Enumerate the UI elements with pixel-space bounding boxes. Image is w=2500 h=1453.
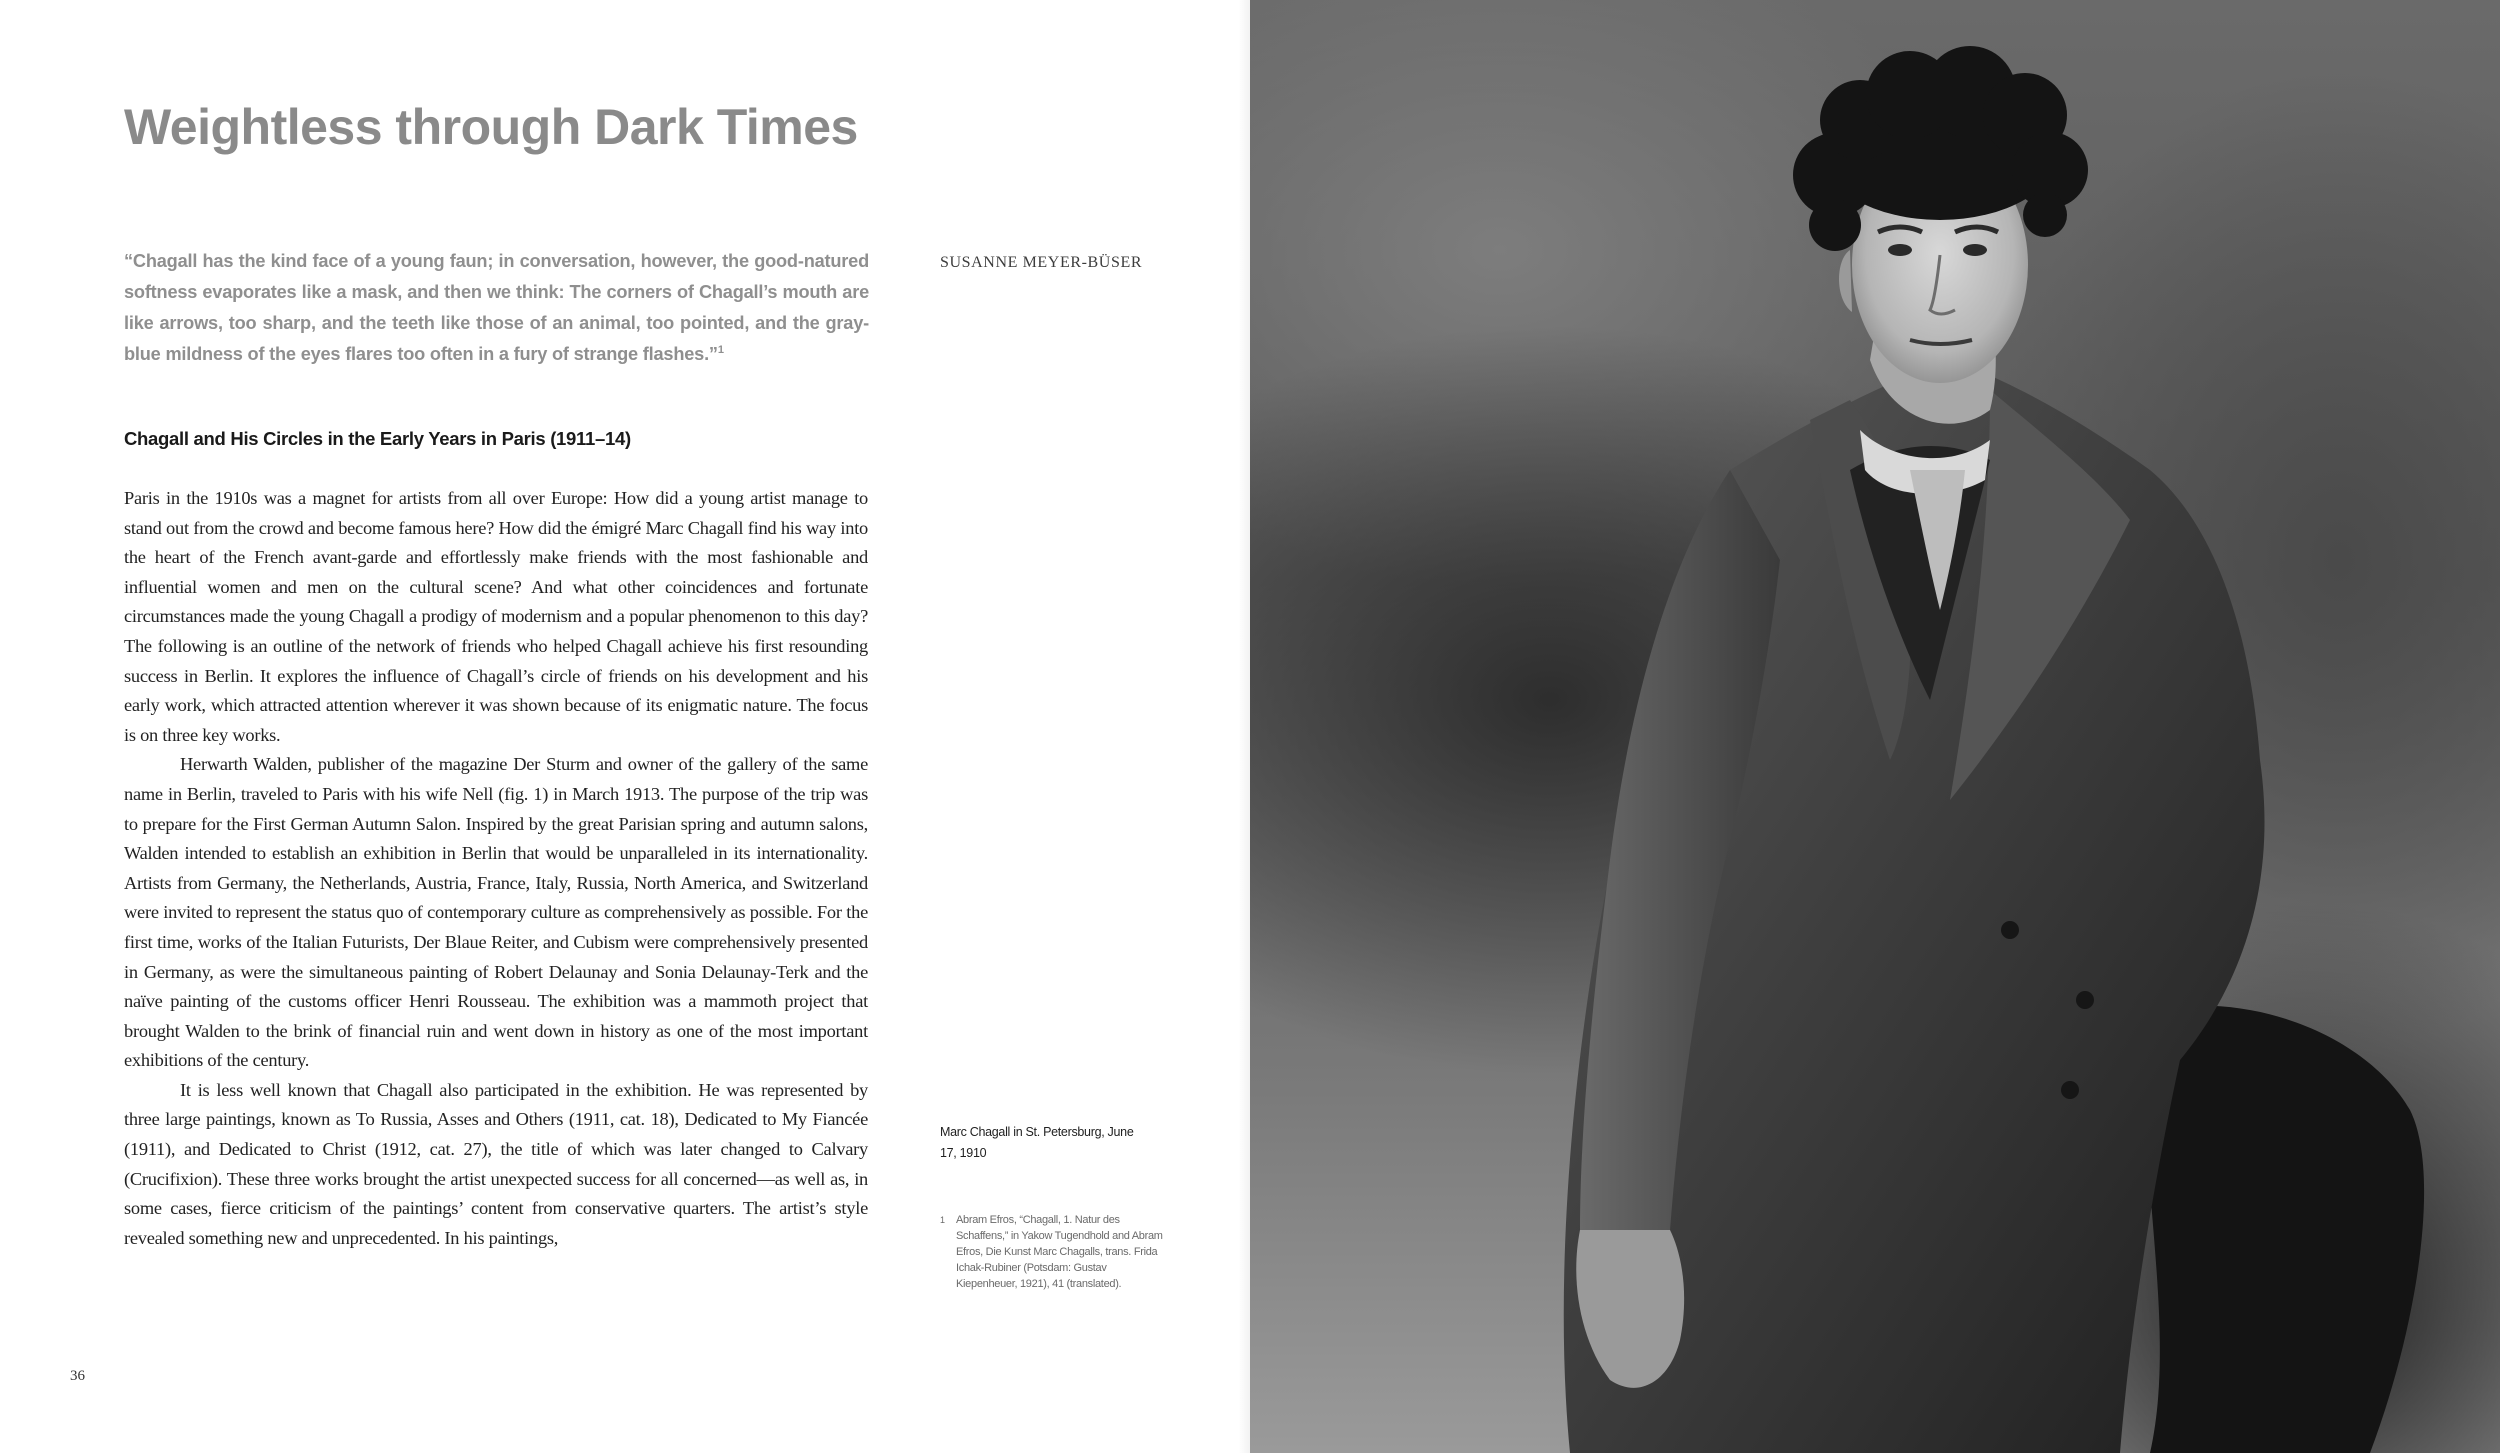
body-text: [124, 484, 868, 1253]
section-heading: Chagall and His Circles in the Early Years in Paris (1911–14): [124, 428, 631, 449]
footnote: [940, 1212, 1165, 1292]
author-name: SUSANNE MEYER-BÜSER: [940, 254, 1143, 271]
body-paragraph-1: Paris in the 1910s was a magnet for artists from all over Europe: How did a young artist manage to stand out from the crowd and become famous here? How did the émigré Marc Chagall find his way into the heart of the French avant-garde and effortlessly make friends with the most fashionable and influential women and men on the cultural scene? And what other coincidences and fortunate circumstances made the young Chagall a prodigy of modernism and a popular phenomenon to this day? The following is an outline of the network of friends who helped Chagall achieve his first resounding success in Berlin. It explores the influence of Chagall’s circle of friends on his development and his early work, which attracted attention wherever it was shown because of its enigmatic nature. The focus is on three key works.: [124, 488, 868, 745]
coat-button-2: [2076, 991, 2094, 1009]
footnote-number: 1: [940, 1215, 945, 1225]
portrait-illustration: [1250, 0, 2500, 1453]
coat-button-1: [2001, 921, 2019, 939]
page-title: Weightless through Dark Times: [124, 99, 858, 155]
footnote-text: Abram Efros, “Chagall, 1. Natur des Schaffens,” in Yakow Tugendhold and Abram Efros, Die Kunst Marc Chagalls, trans. Frida Ichak-Rubiner (Potsdam: Gustav Kiepenheuer, 1921), 41 (translated).: [956, 1214, 1163, 1290]
epigraph-text: “Chagall has the kind face of a young faun; in conversation, however, the good-natured softness evaporates like a mask, and then we think: The corners of Chagall’s mouth are like arrows, too sharp, and the teeth like those of an animal, too pointed, and the gray-blue mildness of the eyes flares too often in a fury of strange flashes.”: [124, 251, 869, 364]
portrait-photograph: [1250, 0, 2500, 1453]
hat-bundle: [2145, 1006, 2424, 1453]
photo-caption: Marc Chagall in St. Petersburg, June 17, 1910: [940, 1125, 1134, 1160]
ear: [1839, 250, 1852, 312]
right-eye: [1963, 244, 1987, 256]
epigraph-footnote-marker[interactable]: 1: [717, 343, 724, 356]
coat-button-3: [2061, 1081, 2079, 1099]
left-eye: [1888, 244, 1912, 256]
body-paragraph-3: It is less well known that Chagall also participated in the exhibition. He was represented by three large paintings, known as To Russia, Asses and Others (1911, cat. 18), Dedicated to My Fiancée (1911), and Dedicated to Christ (1912, cat. 27), the title of which was later changed to Calvary (Crucifixion). These three works brought the artist unexpected success for all concerned—as well as, in some cases, fierce criticism of the paintings’ content from conservative quarters. The artist’s style revealed something new and unprecedented. In his paintings,: [124, 1079, 868, 1248]
page-number: 36: [70, 1368, 85, 1384]
body-paragraph-2: Herwarth Walden, publisher of the magazine Der Sturm and owner of the gallery of the same name in Berlin, traveled to Paris with his wife Nell (fig. 1) in March 1913. The purpose of the trip was to prepare for the First German Autumn Salon. Inspired by the great Parisian spring and autumn salons, Walden intended to establish an exhibition in Berlin that would be unparalleled in its internationality. Artists from Germany, the Netherlands, Austria, France, Italy, Russia, North America, and Switzerland were invited to represent the status quo of contemporary culture as comprehensively as possible. For the first time, works of the Italian Futurists, Der Blaue Reiter, and Cubism were comprehensively presented in Germany, as were the simultaneous painting of Robert Delaunay and Sonia Delaunay-Terk and the naïve painting of the customs officer Henri Rousseau. The exhibition was a mammoth project that brought Walden to the brink of financial ruin and went down in history as one of the most important exhibitions of the century.: [124, 754, 868, 1071]
epigraph-quote: [124, 246, 869, 370]
